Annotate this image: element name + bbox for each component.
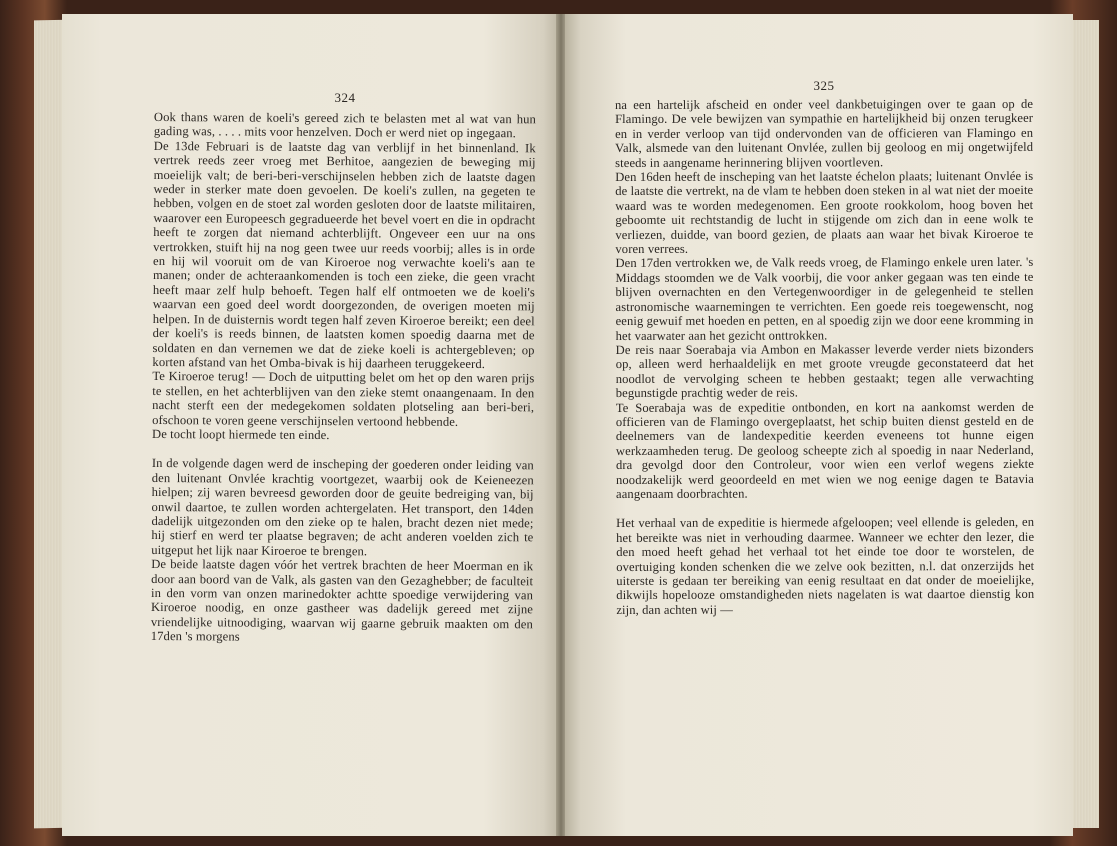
paragraph: Te Soerabaja was de expeditie ontbonden, en kort na aankomst werden de officieren van de Flamingo overgeplaatst, het schip buiten dienst gesteld en de deelnemers van de landexpeditie keerden eveneens tot hunne eigen werkzaamheden terug. De geoloog scheepte zich al spoedig in naar Nederland, dra gevolgd door den Controleur, voor wien een verlof wegens ziekte noodzakelijk werd geoordeeld en met wien we nog eenige dagen te Batavia aangenaam doorbrachten. (615, 399, 1035, 501)
left-page-number: 324 (334, 90, 356, 105)
right-page-text (615, 97, 1034, 617)
paragraph: Het verhaal van de expeditie is hiermede afgeloopen; veel ellende is geleden, en het bereikte was niet in verhouding daarmee. Wanneer we echter den lezer, die den moed heeft gehad het verhaal tot het einde toe door te worstelen, de overtuiging konden schenken die we zelve ook bezitten, n.l. dat onzerzijds het uiterste is gedaan ter bereiking van eenig resultaat en dat onder de moeielijke, dikwijls hopelooze omstandigheden niets nagelaten is wat daartoe dienstig kon zijn, dan achten wij — (616, 515, 1035, 617)
paragraph: De tocht loopt hiermede ten einde. (151, 426, 330, 443)
paragraph: De beide laatste dagen vóór het vertrek brachten de heer Moerman en ik door aan boord van de Valk, als gasten van den Gezaghebber; de faculteit in den vorm van onzen marinedokter achtte spoedige verwijdering van Kiroeroe noodig, en onze gastheer was dadelijk gereed met zijne vriendelijke uitnoodiging, waarvan wij gaarne gebruik maakten om den 17den 's morgens (150, 557, 534, 644)
right-page (565, 14, 1073, 836)
paragraph: Den 17den vertrokken we, de Valk reeds vroeg, de Flamingo enkele uren later. 's Middags stoomden we de Valk voorbij, die voor anker gegaan was ten einde te blijven overnachten en den Vertegenwoordiger in de gelegenheid te stellen astronomische waarnemingen te verrichten. Een goede reis toegewenscht, nog eenig gewuif met hoeden en petten, en al spoedig zijn we door eene kromming in het vaarwater aan het gezicht onttrokken. (615, 255, 1034, 343)
paragraph: na een hartelijk afscheid en onder veel dankbetuigingen over te gaan op de Flamingo. De vele bewijzen van sympathie en hartelijkheid bij onzen terugkeer en in verder verloop van tijd ondervonden van de officieren van Flamingo en Valk, alsmede van den luitenant Onvlée, zullen bij geoloog en mij ongetwijfeld steeds in aangename herinnering blijven voortleven. (615, 96, 1034, 170)
section-break (616, 500, 1034, 516)
paragraph: Te Kiroeroe terug! — Doch de uitputting belet om het op den waren prijs te stellen, en het achterblijven van den zieke stemt onaangenaam. In den nacht sterft een der medegekomen soldaten plotseling aan beri-beri, ofschoon te voren geene verschijnselen vertoond hebbende. (152, 369, 535, 429)
paragraph: Den 16den heeft de inscheping van het laatste échelon plaats; luitenant Onvlée is de laatste die vertrekt, na de vlam te hebben doen steken in al wat niet der moeite waard was te worden medegenomen. Een groote rookkolom, hoog boven het geboomte uit rechtstandig de lucht in stijgende om zich dan in eene wolk te verliezen, duidde, van boord gezien, de plaats aan waar het bivak Kiroeroe te voren verrees. (615, 168, 1034, 257)
left-page-text (151, 110, 536, 646)
paragraph: Ook thans waren de koeli's gereed zich te belasten met al wat van hun gading was, . . . . mits voor henzelven. Doch er werd niet op ingegaan. (153, 110, 536, 141)
right-page-number: 325 (813, 78, 835, 93)
paragraph: De 13de Februari is de laatste dag van verblijf in het binnenland. Ik vertrek reeds zeer vroeg met Berhitoe, aangezien de beweging mij moeielijk valt; de beri-beri-verschijnselen hebben zich de laatste dagen weder in sterker mate doen gevoelen. De koeli's zullen, na gegeten te hebben, volgen en de stoet zal worden gesloten door de laatste militairen, waarover een Europeesch gegradueerde het bevel voert en die in opdracht heeft te zorgen dat niemand achterblijft. Ongeveer een uur na ons vertrokken, stuift hij na nog geen twee uur reeds voorbij; alles is in orde en hij wil vooruit om de van Kiroeroe nog verwachte koeli's aan te manen; onder de achteraankomenden is toch een zieke, die geen vracht heeft maar zelf hulp behoeft. Tegen half elf ontmoeten we de koeli's waarvan een goed deel wordt doorgezonden, de overigen moeten mij helpen. In de duisternis wordt tegen half zeven Kiroeroe bereikt; een deel der koeli's is reeds binnen, de laatsten komen spoedig daarna met de soldaten en dan vernemen we dat de zieke koeli is achtergebleven; op korten afstand van het Omba-bivak is hij daarheen teruggekeerd. (152, 138, 536, 371)
paragraph: De reis naar Soerabaja via Ambon en Makasser leverde verder niets bizonders op, alleen werd herhaaldelijk en met groote vreugde geconstateerd dat het noodlot de vervolging scheen te hebben gestaakt; tegen alle verwachting begunstigde prachtig weder de reis. (615, 341, 1034, 401)
paragraph: In de volgende dagen werd de inscheping der goederen onder leiding van den luitenant Onvlée krachtig voortgezet, waarbij ook de Keieneezen hielpen; zij waren bevreesd geworden door de geuite bedreiging van, bij onwil daartoe, te zullen worden achtergelaten. Het transport, den 14den dadelijk uitgezonden om den zieke op te halen, bracht dezen niet mede; hij stierf en werd ter plaatse begraven; de acht anderen voelden zich te uitgeput het lijk naar Kiroeroe te brengen. (151, 456, 534, 559)
left-page (62, 14, 558, 836)
